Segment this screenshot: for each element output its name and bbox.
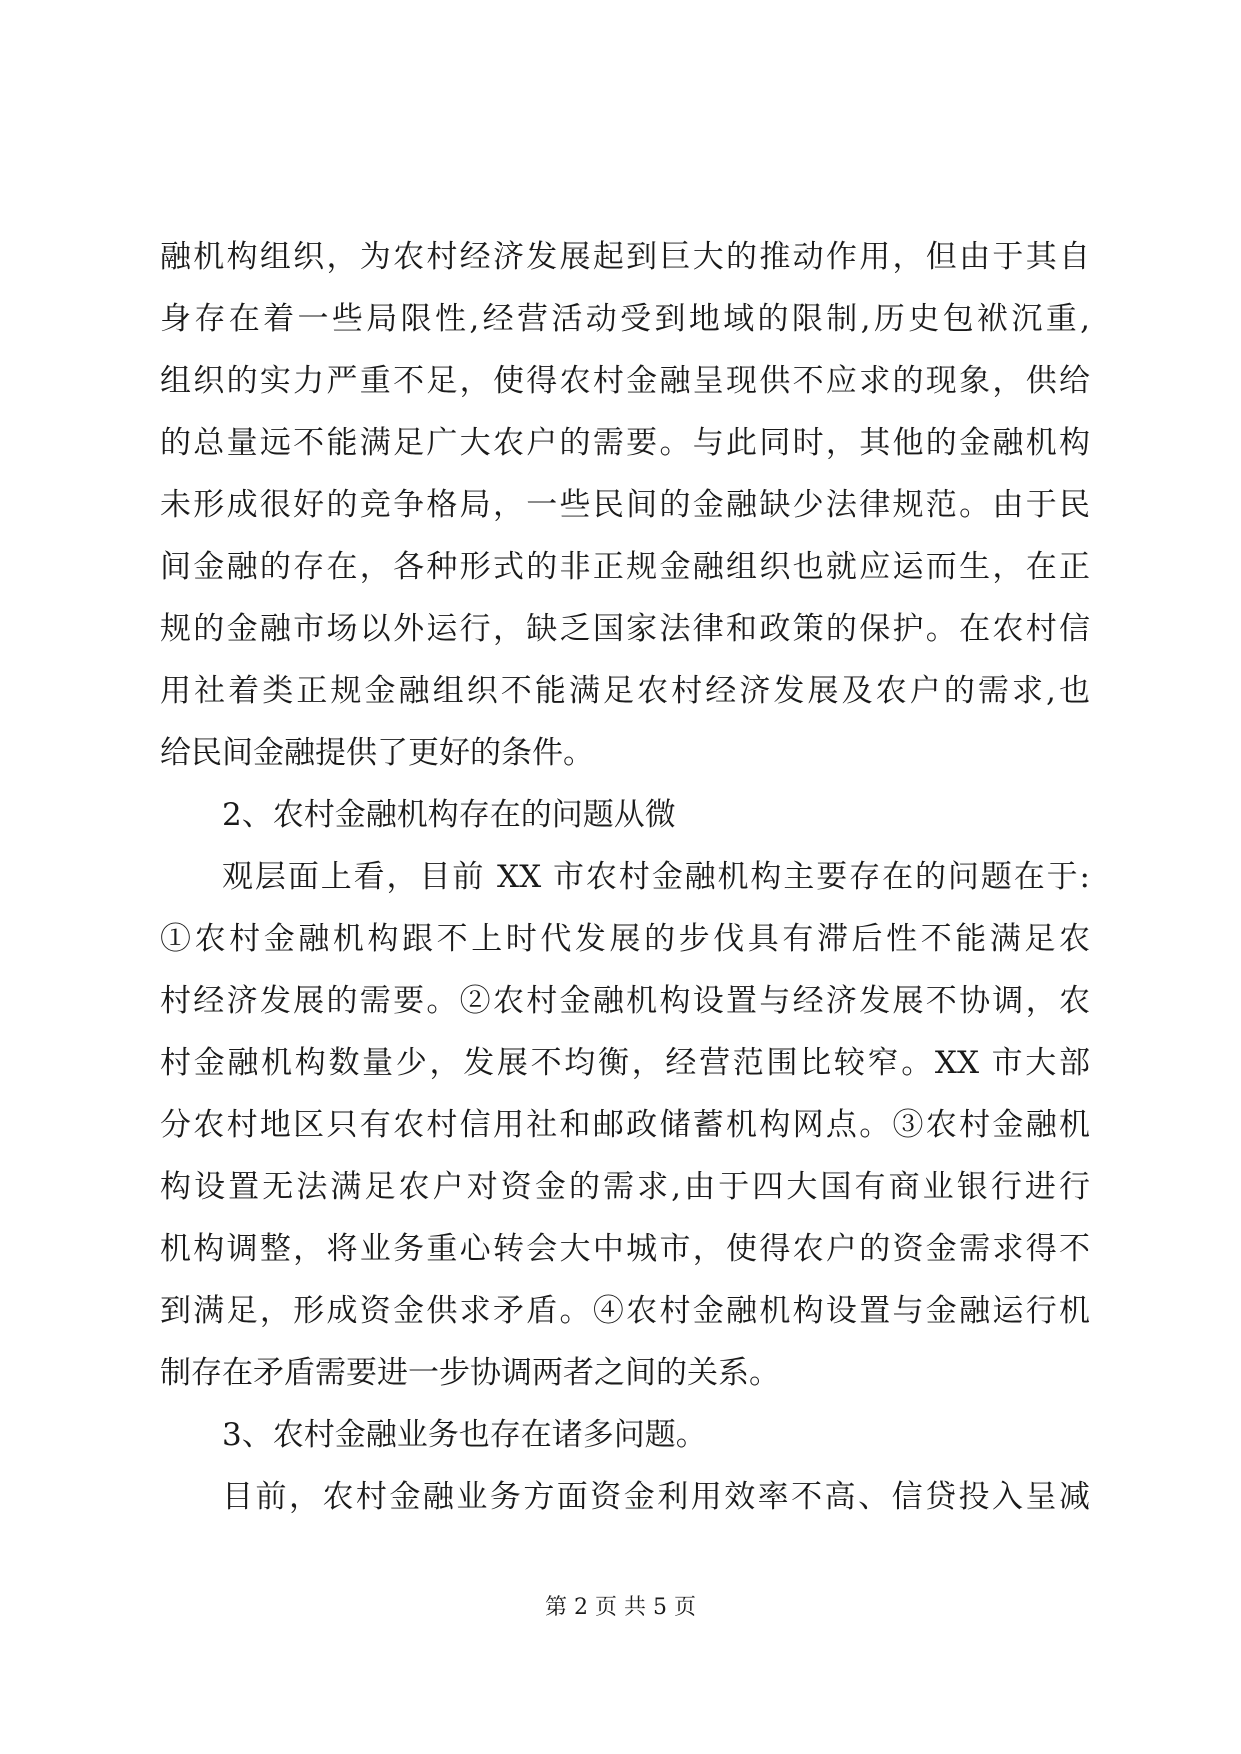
page-number: 第 2 页 共 5 页 — [545, 1595, 696, 1620]
text-line: 用社着类正规金融组织不能满足农村经济发展及农户的需求,也 — [160, 673, 1090, 709]
text-line: 未形成很好的竞争格局，一些民间的金融缺少法律规范。由于民 — [160, 487, 1090, 523]
text-line: 给民间金融提供了更好的条件。 — [160, 735, 594, 771]
section-heading: 3、农村金融业务也存在诸多问题。 — [222, 1417, 707, 1453]
text-line: 构设置无法满足农户对资金的需求,由于四大国有商业银行进行 — [160, 1169, 1090, 1205]
text-line: 机构调整，将业务重心转会大中城市，使得农户的资金需求得不 — [160, 1231, 1090, 1267]
text-line: 村金融机构数量少，发展不均衡，经营范围比较窄。XX 市大部 — [160, 1045, 1090, 1081]
text-line: 身存在着一些局限性,经营活动受到地域的限制,历史包袱沉重, — [160, 301, 1090, 337]
text-line: 分农村地区只有农村信用社和邮政储蓄机构网点。③农村金融机 — [160, 1107, 1090, 1143]
text-line: 村经济发展的需要。②农村金融机构设置与经济发展不协调，农 — [160, 983, 1090, 1019]
text-line: 目前，农村金融业务方面资金利用效率不高、信贷投入呈减 — [222, 1479, 1090, 1515]
section-heading: 2、农村金融机构存在的问题从微 — [222, 797, 676, 833]
text-line: 组织的实力严重不足，使得农村金融呈现供不应求的现象，供给 — [160, 363, 1090, 399]
body-text — [160, 226, 1090, 1528]
text-line: 融机构组织，为农村经济发展起到巨大的推动作用，但由于其自 — [160, 239, 1090, 275]
page-footer — [0, 1593, 1241, 1623]
text-line: ①农村金融机构跟不上时代发展的步伐具有滞后性不能满足农 — [160, 921, 1090, 957]
text-line: 到满足，形成资金供求矛盾。④农村金融机构设置与金融运行机 — [160, 1293, 1090, 1329]
text-line: 规的金融市场以外运行，缺乏国家法律和政策的保护。在农村信 — [160, 611, 1090, 647]
text-line: 间金融的存在，各种形式的非正规金融组织也就应运而生，在正 — [160, 549, 1090, 585]
text-line: 制存在矛盾需要进一步协调两者之间的关系。 — [160, 1355, 780, 1391]
text-line: 观层面上看，目前 XX 市农村金融机构主要存在的问题在于: — [222, 859, 1090, 895]
text-line: 的总量远不能满足广大农户的需要。与此同时，其他的金融机构 — [160, 425, 1090, 461]
